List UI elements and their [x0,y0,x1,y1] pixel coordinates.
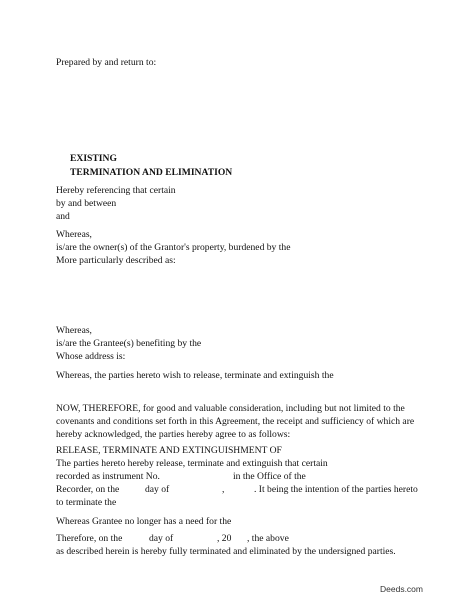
whereas2-line-1: Whereas, [56,325,92,336]
release-line-2-a: recorded as instrument No. [56,471,160,482]
now-therefore-line-3: hereby acknowledged, the parties hereby agree to as follows: [56,429,291,440]
whereas3-line: Whereas, the parties hereto wish to release, terminate and extinguish the [56,370,334,381]
release-line-1: The parties hereto hereby release, terminate and extinguish that certain [56,458,328,469]
title-line-1: EXISTING [70,153,117,164]
release-heading: RELEASE, TERMINATE AND EXTINGUISHMENT OF [56,445,282,456]
release-line-3-d: . It being the intention of the parties hereto [254,484,418,495]
release-line-3-b: day of [145,484,170,495]
release-line-4: to terminate the [56,497,117,508]
whereas1-line-1: Whereas, [56,229,92,240]
footer-brand: Deeds.com [380,584,423,594]
whereas2-line-3: Whose address is: [56,351,126,362]
therefore-line-1-a: Therefore, on the [56,533,123,544]
release-line-2-b: in the Office of the [233,471,306,482]
release-line-3-c: , [222,484,225,495]
intro-line-3: and [56,211,70,222]
whereas1-line-2: is/are the owner(s) of the Grantor's property, burdened by the [56,242,291,253]
intro-line-1: Hereby referencing that certain [56,185,176,196]
whereas4-line: Whereas Grantee no longer has a need for the [56,516,232,527]
release-line-3-a: Recorder, on the [56,484,120,495]
whereas2-line-2: is/are the Grantee(s) benefiting by the [56,338,202,349]
therefore-line-1-d: , the above [247,533,289,544]
therefore-line-1-b: day of [149,533,174,544]
now-therefore-line-1: NOW, THEREFORE, for good and valuable consideration, including but not limited to the [56,403,405,414]
whereas1-line-3: More particularly described as: [56,255,176,266]
therefore-line-1-c: , 20 [217,533,232,544]
therefore-line-2: as described herein is hereby fully terminated and eliminated by the undersigned parties. [56,546,396,557]
title-line-2: TERMINATION AND ELIMINATION [70,167,233,178]
prepared-by-label: Prepared by and return to: [56,57,157,68]
intro-line-2: by and between [56,198,117,209]
now-therefore-line-2: covenants and conditions set forth in this Agreement, the receipt and sufficiency of which are [56,416,415,427]
